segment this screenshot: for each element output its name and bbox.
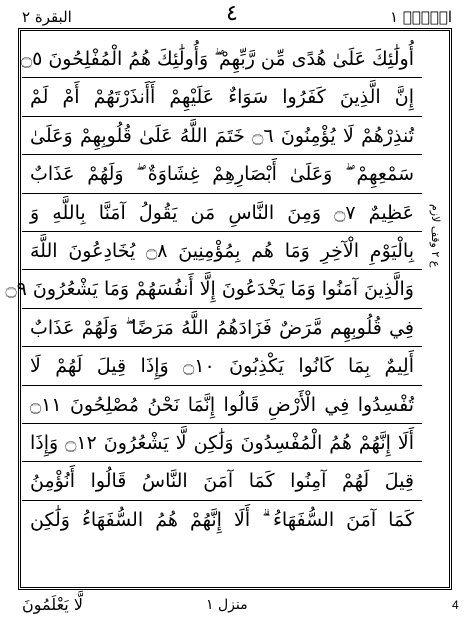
verse-line-text: عَظِيمٌ ۝٧ وَمِنَ النَّاسِ مَن يَقُولُ آمَنَّا بِاللَّهِ وَ	[30, 201, 414, 224]
page-header	[0, 0, 474, 30]
verse-line	[22, 117, 422, 155]
verse-line-text: أُولَٰئِكَ عَلَىٰ هُدًى مِّن رَّبِّهِمْ ۖ وَأُولَٰئِكَ هُمُ الْمُفْلِحُونَ ۝٥	[20, 48, 414, 70]
catchword: لَّا يَعْلَمُونَ	[22, 595, 83, 614]
margin-note-text: ع ٢ وقف لازم	[429, 204, 442, 268]
verse-line	[22, 462, 422, 500]
verse-line-text: فِي قُلُوبِهِم مَّرَضٌ فَزَادَهُمُ اللَّهُ مَرَضًا ۖ وَلَهُمْ عَذَابٌ	[30, 316, 414, 339]
verse-line	[22, 386, 422, 424]
margin-note	[426, 204, 448, 324]
verse-line	[22, 309, 422, 347]
verse-line-text: تُفْسِدُوا فِي الْأَرْضِ قَالُوا إِنَّمَا نَحْنُ مُصْلِحُونَ ۝١١	[30, 393, 414, 416]
surah-name: البقرة ٢	[22, 8, 72, 26]
verse-line	[22, 78, 422, 116]
verse-line	[22, 232, 422, 270]
juz-name: الۤمّۤ ١	[389, 8, 452, 26]
verse-line-text: تُنذِرْهُمْ لَا يُؤْمِنُونَ ۝٦ خَتَمَ اللَّهُ عَلَىٰ قُلُوبِهِمْ وَعَلَىٰ	[30, 124, 414, 147]
verse-line	[22, 155, 422, 193]
verse-line	[22, 424, 422, 462]
verse-line-text: قِيلَ لَهُمْ آمِنُوا كَمَا آمَنَ النَّاسُ قَالُوا أَنُؤْمِنُ	[30, 470, 414, 493]
verse-line	[22, 194, 422, 232]
verse-line-text: سَمْعِهِمْ ۖ وَعَلَىٰ أَبْصَارِهِمْ غِشَاوَةٌ ۖ وَلَهُمْ عَذَابٌ	[30, 163, 414, 186]
page-footer	[0, 590, 474, 620]
verse-line-text: كَمَا آمَنَ السُّفَهَاءُ ۗ أَلَا إِنَّهُمْ هُمُ السُّفَهَاءُ وَلَٰكِن	[30, 508, 414, 531]
verse-line-text: إِنَّ الَّذِينَ كَفَرُوا سَوَاءٌ عَلَيْهِمْ أَأَنذَرْتَهُمْ أَمْ لَمْ	[30, 86, 414, 109]
verse-line	[22, 501, 422, 539]
verse-lines	[5, 40, 422, 539]
verse-line-text: وَالَّذِينَ آمَنُوا وَمَا يَخْدَعُونَ إِلَّا أَنفُسَهُمْ وَمَا يَشْعُرُونَ ۝٩	[5, 278, 414, 301]
verse-line	[22, 347, 422, 385]
page-number: 4	[452, 598, 459, 612]
verse-line-text: أَلِيمٌ بِمَا كَانُوا يَكْذِبُونَ ۝١٠ وَإِذَا قِيلَ لَهُمْ لَا	[30, 355, 414, 378]
verse-line	[5, 270, 422, 308]
verse-line-text: بِالْيَوْمِ الْآخِرِ وَمَا هُم بِمُؤْمِنِينَ ۝٨ يُخَادِعُونَ اللَّهَ	[30, 239, 414, 262]
verse-line-text: أَلَا إِنَّهُمْ هُمُ الْمُفْسِدُونَ وَلَٰكِن لَّا يَشْعُرُونَ ۝١٢ وَإِذَا	[30, 431, 415, 454]
verse-line	[22, 40, 422, 78]
page-number-top: ٤	[226, 1, 238, 26]
manzil-label: منزل ١	[206, 597, 248, 613]
